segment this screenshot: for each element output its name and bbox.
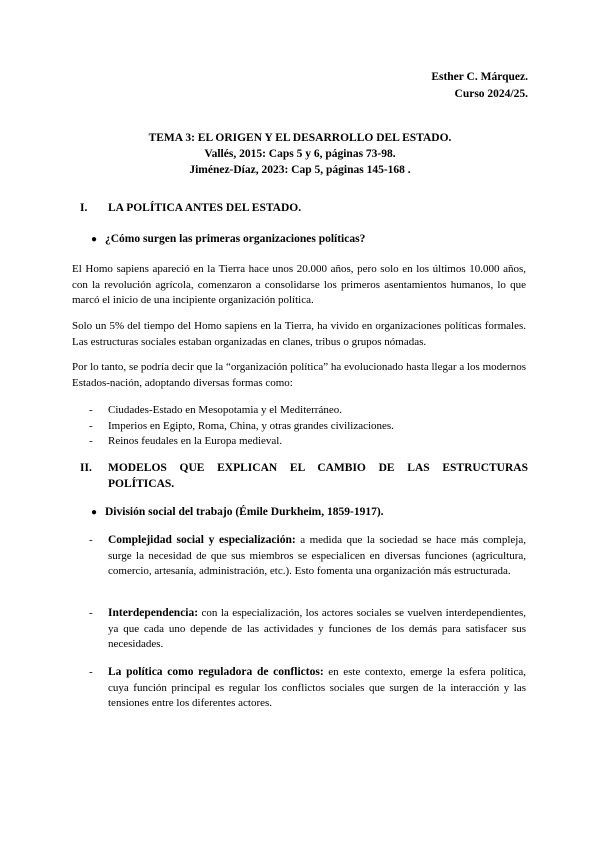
list-item xyxy=(89,403,394,419)
bullet-text: ¿Cómo surgen las primeras organizaciones políticas? xyxy=(105,233,366,245)
dash-marker: - xyxy=(89,419,93,432)
course-year: Curso 2024/25. xyxy=(454,88,528,100)
topic-title: TEMA 3: EL ORIGEN Y EL DESARROLLO DEL ESTADO. xyxy=(148,132,452,144)
dash-marker: - xyxy=(89,435,93,448)
organization-forms-list xyxy=(89,403,394,450)
list-item-text: Imperios en Egipto, Roma, China, y otras grandes civilizaciones. xyxy=(108,419,394,432)
concept-term: Interdependencia: xyxy=(108,607,199,619)
dash-marker: - xyxy=(89,607,93,619)
section-title: MODELOS QUE EXPLICAN EL CAMBIO DE LAS ESTRUCTURAS POLÍTICAS. xyxy=(108,462,528,490)
concept-item xyxy=(89,665,526,712)
reference-valles: Vallés, 2015: Caps 5 y 6, páginas 73-98. xyxy=(204,148,396,160)
concept-item xyxy=(89,606,526,653)
title-block xyxy=(0,130,600,178)
section-1-bullet xyxy=(91,233,365,245)
header-block xyxy=(431,69,528,103)
concept-term: La política como reguladora de conflictos: xyxy=(108,666,324,678)
dash-marker: - xyxy=(89,666,93,678)
author-name: Esther C. Márquez. xyxy=(431,71,528,83)
bullet-icon: ● xyxy=(91,234,98,245)
reference-jimenez: Jiménez-Díaz, 2023: Cap 5, páginas 145-168 . xyxy=(189,164,411,176)
section-title: LA POLÍTICA ANTES DEL ESTADO. xyxy=(108,202,302,214)
list-item xyxy=(89,419,394,435)
paragraph: Solo un 5% del tiempo del Homo sapiens en la Tierra, ha vivido en organizaciones políticas formales. Las estructuras sociales estaban organizadas en clanes, tribus o grupos nómadas. xyxy=(72,320,526,348)
concept-text: en este contexto, emerge la esfera política, cuya función principal es regular los conflictos sociales que surgen de la interacción y las tensiones entre los diferentes actores. xyxy=(108,666,526,710)
dash-marker: - xyxy=(89,534,93,546)
section-number: I. xyxy=(80,202,88,214)
section-1-heading xyxy=(80,202,301,214)
concept-text: con la especialización, los actores sociales se vuelven interdependientes, ya que cada uno depende de las actividades y funciones de los demás para satisfacer sus necesidades. xyxy=(108,607,526,651)
section-2-heading xyxy=(80,460,528,492)
list-item-text: Reinos feudales en la Europa medieval. xyxy=(108,435,283,448)
list-item-text: Ciudades-Estado en Mesopotamia y el Mediterráneo. xyxy=(108,404,342,416)
paragraph: Por lo tanto, se podría decir que la “organización política” ha evolucionado hasta llegar a los modernos Estados-nación, adoptando diversas formas como: xyxy=(72,361,526,389)
dash-marker: - xyxy=(89,404,93,416)
paragraph: El Homo sapiens apareció en la Tierra hace unos 20.000 años, pero solo en los últimos 10.000 años, con la revolución agrícola, comenzaron a consolidarse los primeros asentamientos humanos, lo que marcó el inicio de una incipiente organización política. xyxy=(72,263,526,307)
section-number: II. xyxy=(80,462,92,474)
concept-text: a medida que la sociedad se hace más compleja, surge la necesidad de que sus miembros se especialicen en diversas funciones (agricultura, comercio, artesanía, administración, etc.). Esto fomenta una organización más estructurada. xyxy=(108,534,526,578)
list-item xyxy=(89,434,394,450)
concept-item xyxy=(89,533,526,580)
bullet-icon: ● xyxy=(91,507,98,518)
bullet-text: División social del trabajo (Émile Durkheim, 1859-1917). xyxy=(105,506,384,518)
section-2-bullet xyxy=(91,506,384,518)
concept-term: Complejidad social y especialización: xyxy=(108,534,296,546)
